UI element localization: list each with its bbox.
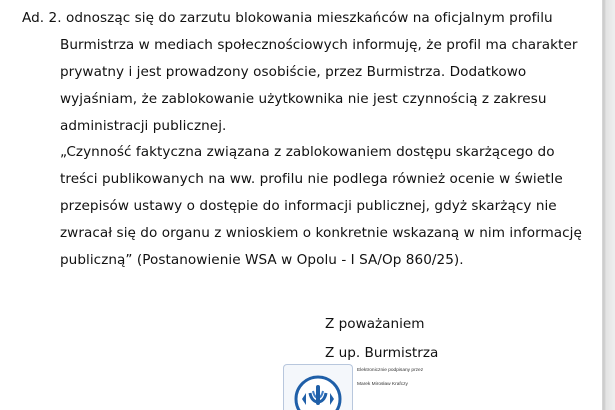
paragraph-line-4: wyjaśniam, że zablokowanie użytkownika nie jest czynnością z zakresu: [60, 91, 547, 107]
quote-line-4: zwracał się do organu z wnioskiem o konkretnie wskazaną w nim informację: [60, 225, 582, 241]
signatory-text: Z up. Burmistrza: [325, 345, 439, 361]
e-signature-signer: Marek Mirosław Krafczy: [357, 382, 408, 387]
e-signature-label: Elektronicznie podpisany przez: [357, 368, 424, 373]
paragraph-line-3: prywatny i jest prowadzony osobiście, przez Burmistrza. Dodatkowo: [60, 64, 527, 80]
paragraph-line-2: Burmistrza w mediach społecznościowych informuję, że profil ma charakter: [60, 37, 578, 53]
quote-line-5: publiczną” (Postanowienie WSA w Opolu - I SA/Op 860/25).: [60, 252, 464, 268]
quote-line-3: przepisów ustawy o dostępie do informacji publicznej, gdyż skarżący nie: [60, 198, 557, 214]
e-signature-stamp: [283, 364, 353, 410]
quote-line-1: „Czynność faktyczna związana z zablokowaniem dostępu skarżącego do: [60, 144, 555, 160]
closing-text: Z poważaniem: [325, 316, 425, 332]
paragraph-line-1: Ad. 2. odnosząc się do zarzutu blokowania mieszkańców na oficjalnym profilu: [22, 10, 553, 26]
e-signature-logo-icon: [284, 365, 352, 410]
scroll-edge: [602, 0, 615, 410]
quote-line-2: treści publikowanych na ww. profilu nie podlega również ocenie w świetle: [60, 171, 563, 187]
paragraph-line-5: administracji publicznej.: [60, 118, 227, 134]
